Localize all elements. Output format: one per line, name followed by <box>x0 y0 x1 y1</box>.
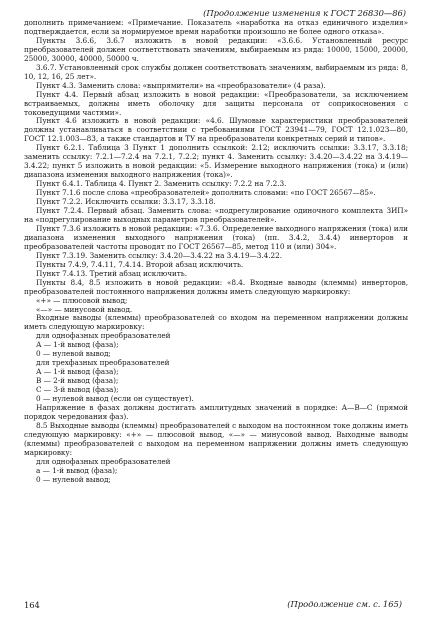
paragraph: Входные выводы (клеммы) преобразователей со входом на переменном напряжении должны иметь следующую маркировку: <box>24 313 408 332</box>
paragraph: Пункты 7.4.9, 7.4.11, 7.4.14. Второй абзац исключить. <box>36 259 244 269</box>
paragraph: для трехфазных преобразователей <box>36 358 170 368</box>
paragraph: 3.6.7. Установленный срок службы должен соответствовать значениям, выбираемым из ряда: 8, 10, 12, 16, 25 лет». <box>24 62 408 81</box>
paragraph: Пункт 4.3. Заменить слова: «выпрямители» на «преобразователи» (4 раза). <box>36 80 326 90</box>
paragraph: Пункт 7.2.2. Исключить ссылки: 3.3.17, 3.3.18. <box>36 197 216 207</box>
paragraph: Пункт 7.2.4. Первый абзац. Заменить слова: «подрегулирование одиночного комплекта ЗИП» на «подрегулирование выходных параметров преобразователей». <box>24 206 408 224</box>
paragraph: Пункт 7.1.6 после слова «преобразователей» дополнить словами: «по ГОСТ 26567—85». <box>36 188 376 198</box>
paragraph: Пункт 4.4. Первый абзац изложить в новой редакции: «Преобразователи, за исключением встраиваемых, должны иметь оболочку для защиты персонала от соприкосновения с токоведущими частями». <box>24 89 408 117</box>
paragraph: Пункт 4.6 изложить в новой редакции: «4.6. Шумовые характеристики преобразователей должны устанавливаться в соответствии с требованиями ГОСТ 23941—79, ГОСТ 12.1.023—80, ГОСТ 12.1.003—83, а также стандартов и ТУ на преобразователи конкретных серий и типов». <box>24 116 408 144</box>
document-page <box>24 8 408 623</box>
paragraph: Пункт 7.3.19. Заменить ссылку: 3.4.20—3.4.22 на 3.4.19—3.4.22. <box>36 250 282 260</box>
continuation-note: (Продолжение см. с. 165) <box>287 599 402 609</box>
paragraph: а — 1-й вывод (фаза); <box>36 465 118 475</box>
paragraph: 0 — нулевой вывод (если он существует). <box>36 394 194 404</box>
paragraph: Пункты 8.4, 8.5 изложить в новой редакции: «8.4. Входные выводы (клеммы) инверторов, преобразователей постоянного напряжения должны иметь следующую маркировку: <box>24 277 408 296</box>
paragraph: «—» — минусовой вывод. <box>36 304 133 314</box>
paragraph: В — 2-й вывод (фаза); <box>36 376 119 386</box>
paragraph: 8.5 Выходные выводы (клеммы) преобразователей с выходом на постоянном токе должны иметь следующую маркировку: «+» — плюсовой вывод, «—» — минусовой вывод. Выходные выводы (клеммы) преобразователей с выходом на переменном напряжении должны иметь следующую маркировку: <box>24 420 408 457</box>
page-number: 164 <box>24 600 40 610</box>
page-footer <box>24 601 408 613</box>
paragraph: А — 1-й вывод (фаза); <box>36 367 119 377</box>
paragraph: Пункты 3.6.6, 3.6.7 изложить в новой редакции: «3.6.6. Установленный ресурс преобразователей должен соответствовать значениям, выбираемым из ряда: 10000, 15000, 20000, 25000, 30000, 40000, 50000 ч. <box>24 35 408 63</box>
running-header: (Продолжение изменения к ГОСТ 26830—86) <box>203 8 406 18</box>
paragraph: Напряжение в фазах должны достигать амплитудных значений в порядке: А—В—С (прямой порядок чередования фаз). <box>24 402 408 421</box>
paragraph: А — 1-й вывод (фаза); <box>36 340 119 350</box>
paragraph: 0 — нулевой вывод; <box>36 474 111 484</box>
paragraph: для однофазных преобразователей <box>36 456 171 466</box>
paragraph: для однофазных преобразователей <box>36 331 171 341</box>
paragraph: Пункт 6.2.1. Таблица 3 Пункт 1 дополнить ссылкой: 2.12; исключить ссылки: 3.3.17, 3.3.18; заменить ссылку: 7.2.1—7.2.4 на 7.2.1, 7.2.2; пункт 4. Заменить ссылку: 3.4.20—3.4.22 на 3.4.19—3.4.22; пункт 5 изложить в новой редакции: «5. Измерение выходного напряжения (тока) и (или) диапазона изменения выходного напряжения (тока)». <box>24 143 408 180</box>
paragraph: 0 — нулевой вывод; <box>36 349 111 359</box>
document-body <box>24 19 408 485</box>
paragraph: Пункт 7.3.6 изложить в новой редакции: «7.3.6. Определение выходного напряжения (тока) или диапазона изменения выходного напряжения (тока) (пп. 3.4.2, 3.4.4) инверторов и преобразователей частоты проводят по ГОСТ 26567—85, метод 110 и (или) 304». <box>24 223 408 251</box>
paragraph: Пункт 6.4.1. Таблица 4. Пункт 2. Заменить ссылку: 7.2.2 на 7.2.3. <box>36 179 287 189</box>
paragraph: «+» — плюсовой вывод; <box>36 295 128 305</box>
paragraph: Пункт 7.4.13. Третий абзац исключить. <box>36 268 187 278</box>
paragraph: дополнить примечанием: «Примечание. Показатель «наработка на отказ единичного изделия» подтверждается, если за нормируемое время наработки произошло не более одного отказа». <box>24 18 408 36</box>
paragraph: С — 3-й вывод (фаза); <box>36 385 119 395</box>
